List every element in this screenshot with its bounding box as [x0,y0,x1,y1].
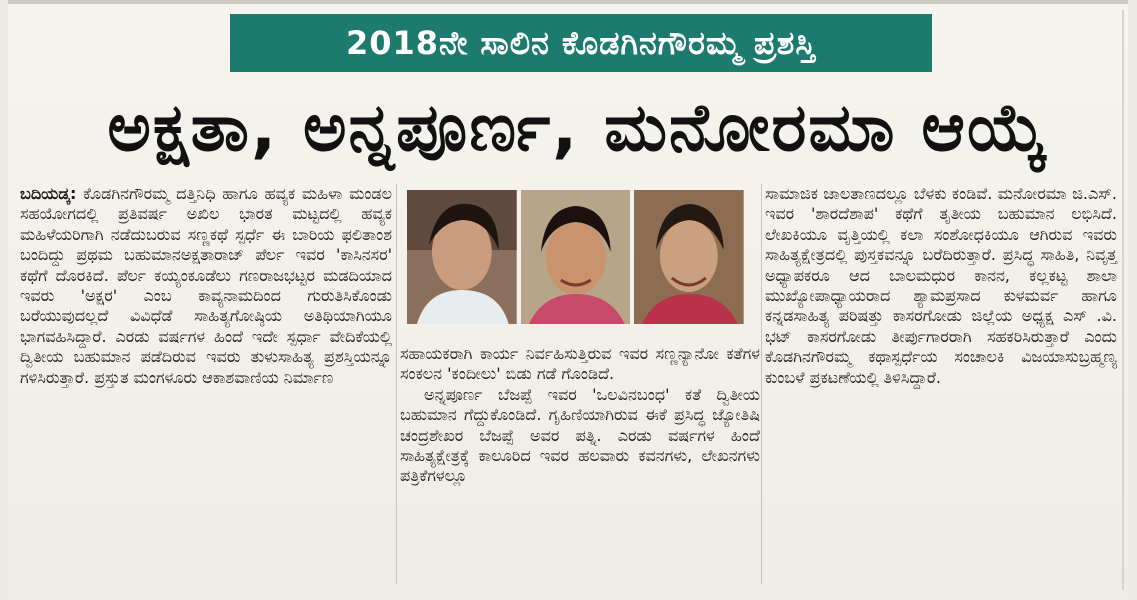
paragraph: ಸಾಮಾಜಿಕ ಜಾಲತಾಣದಲ್ಲೂ ಬೆಳಕು ಕಂಡಿವೆ. ಮನೋರಮಾ ಜಿ.ಎಸ್. ಇವರ 'ಶಾರದೆಶಾಪ' ಕಥೆಗೆ ತೃತೀಯ ಬಹುಮಾನ ಲಭಿಸಿದೆ. ಲೇಖಕಿಯೂ ವೃತ್ತಿಯಲ್ಲಿ ಕಲಾ ಸಂಶೋಧಕಿಯೂ ಆಗಿರುವ ಇವರು ಸಾಹಿತ್ಯಕ್ಷೇತ್ರದಲ್ಲಿ ಪುಸ್ತಕವನ್ನೂ ಬರೆದಿರುತ್ತಾರೆ. ಪ್ರಸಿದ್ಧ ಸಾಹಿತಿ, ನಿವೃತ್ತ ಅಧ್ಯಾಪಕರೂ ಆದ ಬಾಲಮಧುರ ಕಾನನ, ಕಲ್ಲಕಟ್ಟ ಶಾಲಾ ಮುಖ್ಯೋಪಾಧ್ಯಾಯರಾದ ಶ್ಯಾಮಪ್ರಸಾದ ಕುಳಮರ್ವ ಹಾಗೂ ಕನ್ನಡಸಾಹಿತ್ಯ ಪರಿಷತ್ತು ಕಾಸರಗೋಡು ಜಿಲ್ಲೆಯ ಅಧ್ಯಕ್ಷ ಎಸ್ .ವಿ. ಭಟ್ ಕಾಸರಗೋಡು ತೀರ್ಪುಗಾರರಾಗಿ ಸಹಕರಿಸಿರುತ್ತಾರೆ ಎಂದು ಕೊಡಗಿನಗೌರಮ್ಮ ಕಥಾಸ್ಪರ್ಧೆಯ ಸಂಚಾಲಕಿ ವಿಜಯಾಸುಬ್ರಹ್ಮಣ್ಯ ಕುಂಬಳೆ ಪ್ರಕಟಣೆಯಲ್ಲಿ ತಿಳಿಸಿದ್ದಾರೆ. [765,184,1117,387]
column-divider [761,184,762,584]
page-edge [1122,10,1124,590]
portrait-photo-annapoorna [521,190,631,324]
portrait-photo-akshata [407,190,517,324]
article-column-1 [20,184,392,388]
paragraph [20,184,392,388]
paragraph: ಅನ್ನಪೂರ್ಣ ಬೆಜಪ್ಪೆ ಇವರ 'ಒಲವಿನಬಂಧ' ಕತೆ ದ್ವಿತೀಯ ಬಹುಮಾನ ಗೆದ್ದುಕೊಂಡಿದೆ. ಗೃಹಿಣಿಯಾಗಿರುವ ಈಕೆ ಪ್ರಸಿದ್ಧ ಜ್ಯೋತಿಷಿ ಚಂದ್ರಶೇಖರ ಬೆಜಪ್ಪೆ ಅವರ ಪತ್ನಿ. ಎರಡು ವರ್ಷಗಳ ಹಿಂದೆ ಸಾಹಿತ್ಯಕ್ಷೇತ್ರಕ್ಕೆ ಕಾಲೂರಿದ ಇವರ ಹಲವಾರು ಕವನಗಳು, ಲೇಖನಗಳು ಪತ್ರಿಕೆಗಳಲ್ಲೂ [400,384,760,486]
award-banner [230,14,932,72]
banner-title: 2018ನೇ ಸಾಲಿನ ಕೊಡಗಿನಗೌರಮ್ಮ ಪ್ರಶಸ್ತಿ [345,23,817,62]
paragraph: ಸಹಾಯಕರಾಗಿ ಕಾರ್ಯ ನಿರ್ವಹಿಸುತ್ತಿರುವ ಇವರ ಸಣ್ಣನ್ಯಾನೋ ಕತೆಗಳ ಸಂಕಲನ 'ಕಂದೀಲು' ಬಿಡು ಗಡೆ ಗೊಂಡಿದೆ. [400,344,760,384]
column-divider [396,184,397,584]
portrait-photo-manorama [634,190,744,324]
photo-strip [407,190,744,324]
article-column-3 [765,184,1117,388]
newspaper-clipping [8,0,1128,600]
article-column-2 [400,344,760,487]
headline: ಅಕ್ಷತಾ, ಅನ್ನಪೂರ್ಣ, ಮನೋರಮಾ ಆಯ್ಕೆ [107,88,1049,166]
paragraph-text: ಕೊಡಗಿನಗೌರಮ್ಮ ದತ್ತಿನಿಧಿ ಹಾಗೂ ಹವ್ಯಕ ಮಹಿಳಾ ಮಂಡಲ ಸಹಯೋಗದಲ್ಲಿ ಪ್ರತಿವರ್ಷ ಅಖಿಲ ಭಾರತ ಮಟ್ಟದಲ್ಲಿ ಹವ್ಯಕ ಮಹಿಳೆಯರಿಗಾಗಿ ನಡೆದುಬರುವ ಸಣ್ಣಕಥೆ ಸ್ಪರ್ಧೆ ಈ ಬಾರಿಯ ಫಲಿತಾಂಶ ಬಂದಿದ್ದು ಪ್ರಥಮ ಬಹುಮಾನಅಕ್ಷತಾರಾಜ್ ಪೆರ್ಲ ಇವರ 'ಕಾಸಿನಸರ' ಕಥೆಗೆ ದೊರಕಿದೆ. ಪೆರ್ಲ ಕಯ್ಯಂಕೂಡೆಲು ಗಣರಾಜಭಟ್ಟರ ಮಡದಿಯಾದ ಇವರು 'ಅಕ್ಷರ' ಎಂಬ ಕಾವ್ಯನಾಮದಿಂದ ಗುರುತಿಸಿಕೊಂಡು ಬರೆಯುವುದಲ್ಲದೆ ವಿವಿಧೆಡೆ ಸಾಹಿತ್ಯಗೋಷ್ಠಿಯ ಅತಿಥಿಯಾಗಿಯೂ ಭಾಗವಹಿಸಿದ್ದಾರೆ. ಎರಡು ವರ್ಷಗಳ ಹಿಂದೆ ಇದೇ ಸ್ಪರ್ಧಾ ವೇದಿಕೆಯಲ್ಲಿ ದ್ವಿತೀಯ ಬಹುಮಾನ ಪಡೆದಿರುವ ಇವರು ತುಳುಸಾಹಿತ್ಯ ಪ್ರಶಸ್ತಿಯನ್ನೂ ಗಳಿಸಿರುತ್ತಾರೆ. ಪ್ರಸ್ತುತ ಮಂಗಳೂರು ಆಕಾಶವಾಣಿಯ ನಿರ್ಮಾಣ [20,184,392,387]
dateline: ಬದಿಯಡ್ಕ: [20,184,77,203]
top-border [8,0,1128,4]
